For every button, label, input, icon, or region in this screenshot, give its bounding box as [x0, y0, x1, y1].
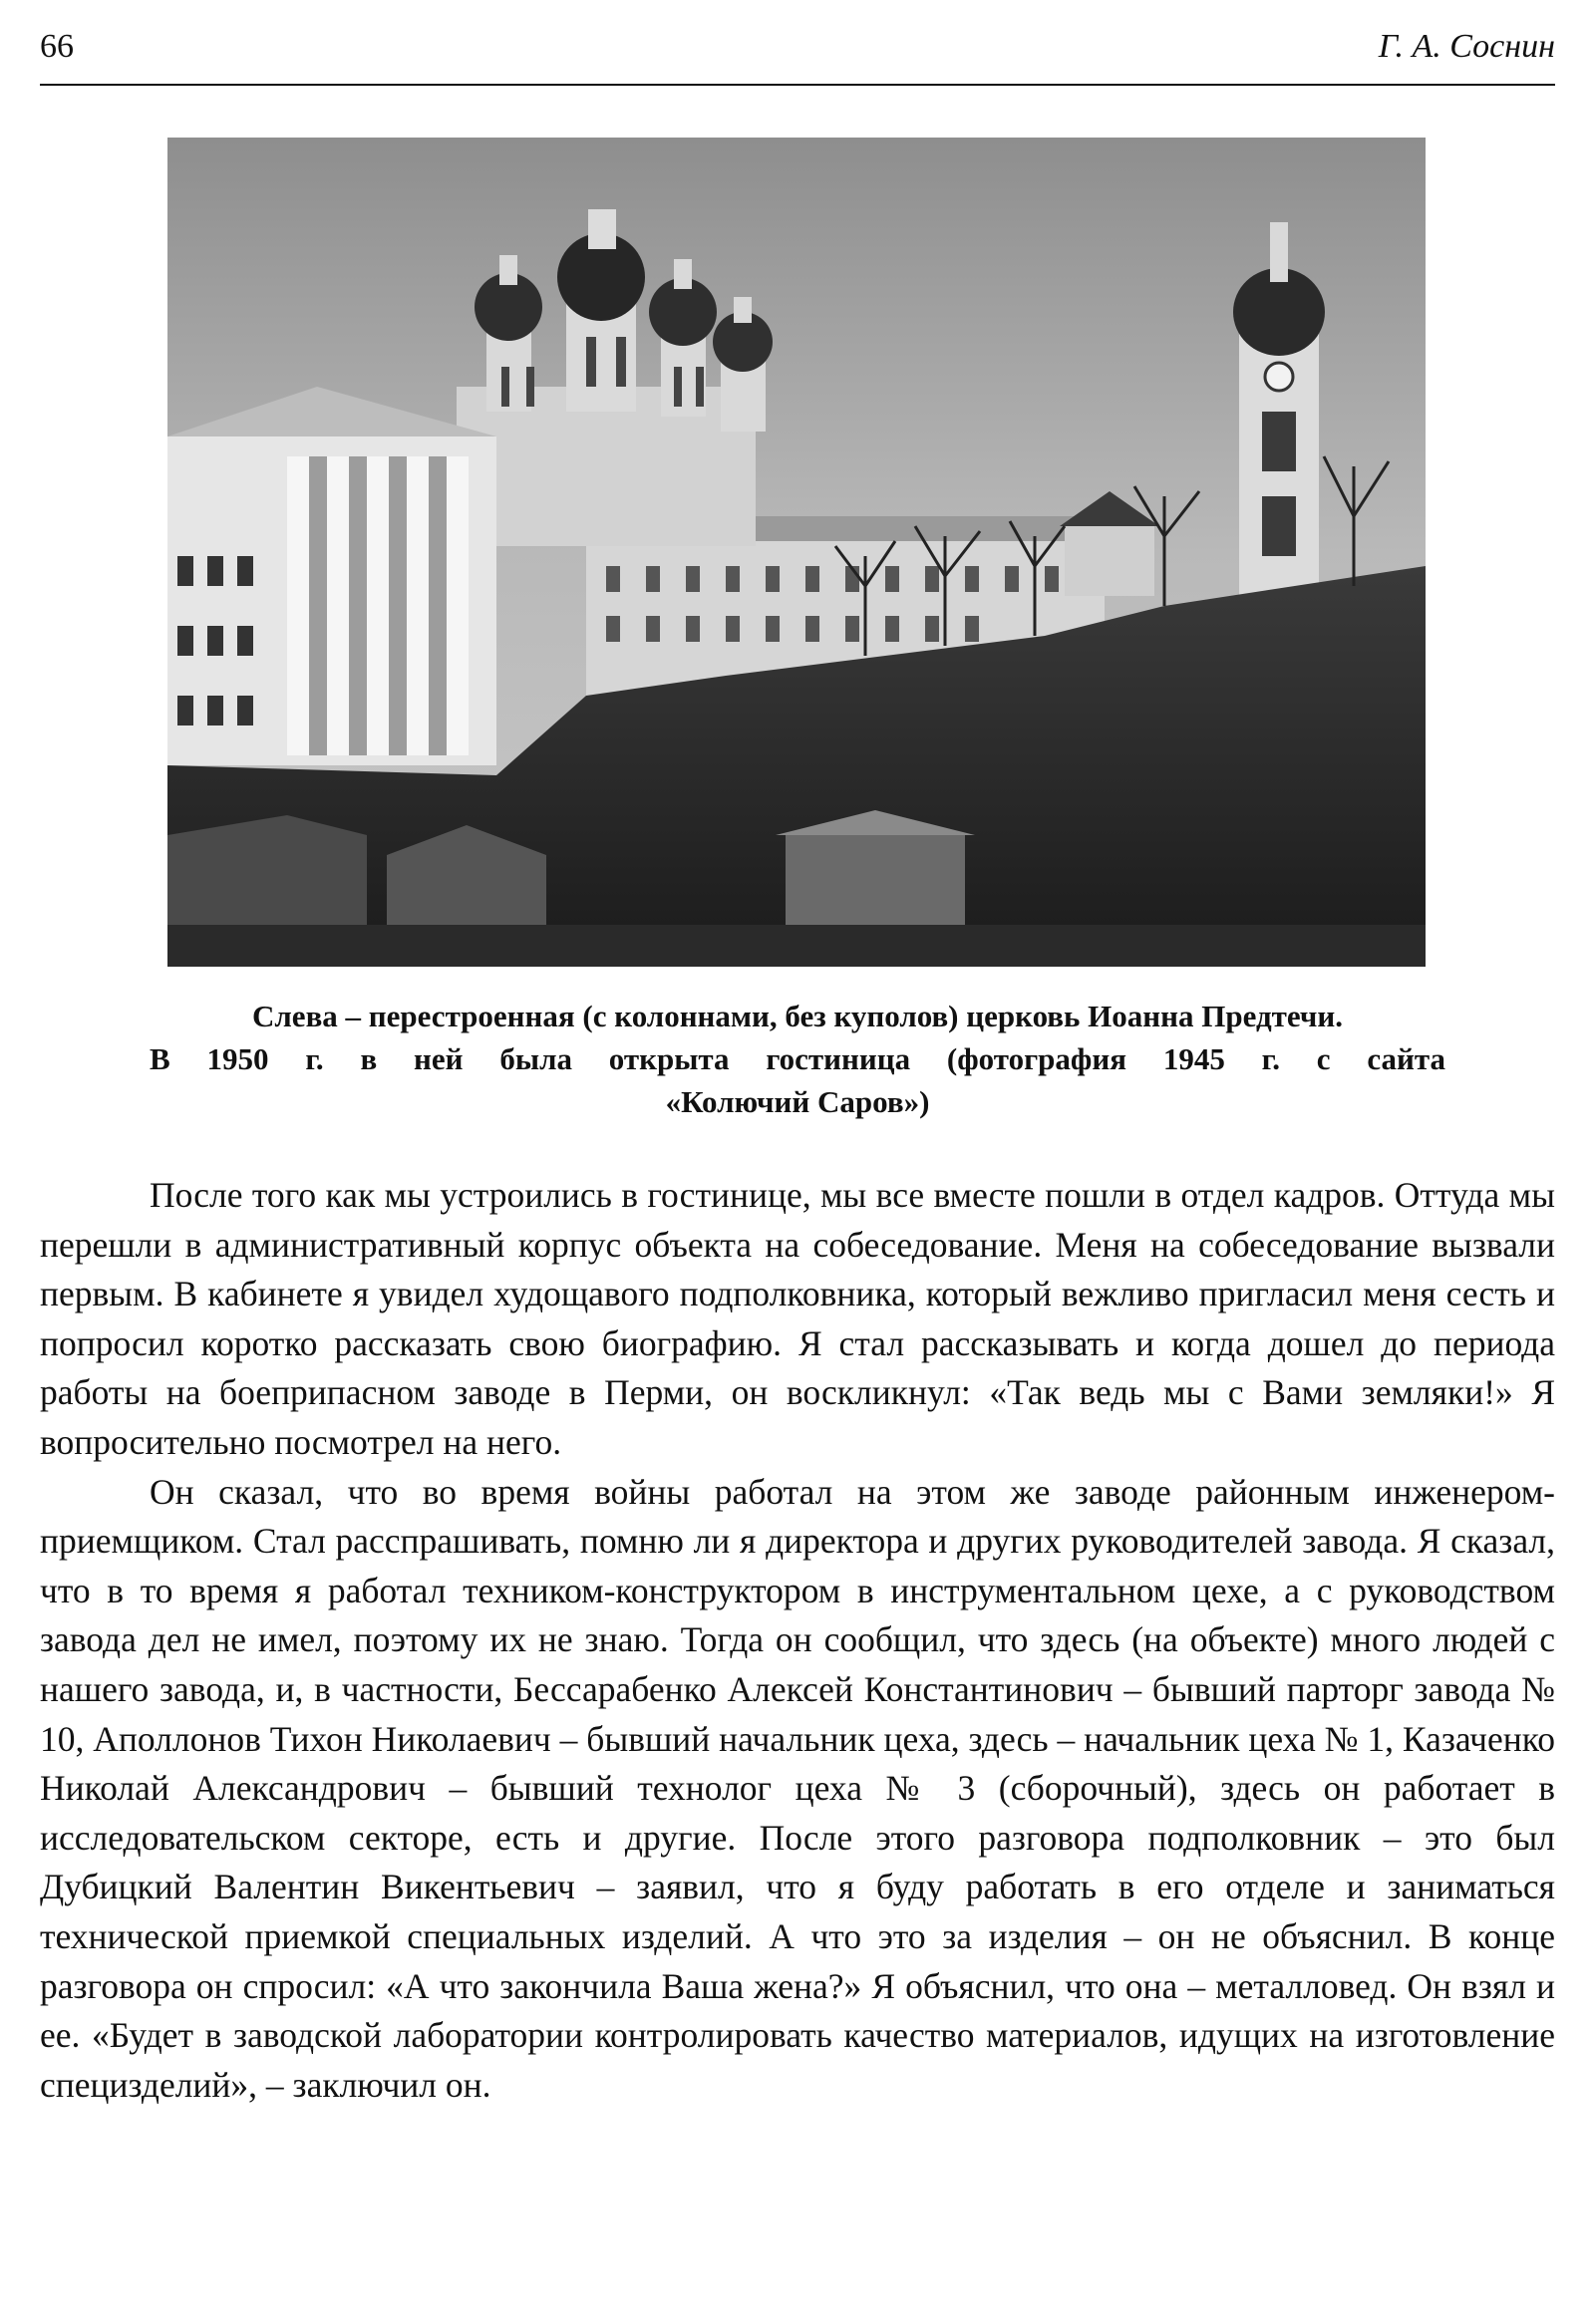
caption-line: «Колючий Саров»): [665, 1084, 930, 1119]
paragraph: После того как мы устроились в гостинице, мы все вместе пошли в отдел кадров. Оттуда мы перешли в административный корпус объекта на собеседование. Меня на собеседование вызвали первым. В кабинете я увидел худощавого подполковника, который вежливо пригласил меня сесть и попросил коротко рассказать свою биографию. Я стал рассказывать и когда дошел до периода работы на боеприпасном заводе в Перми, он воскликнул: «Так ведь мы с Вами земляки!» Я вопросительно посмотрел на него.: [40, 1175, 1555, 1462]
body-text: [40, 1171, 1555, 2110]
figure-caption: [150, 995, 1445, 1123]
photo-illustration: [167, 138, 1426, 967]
page-header: [40, 28, 1555, 84]
page-number: 66: [40, 28, 74, 65]
running-title-author: Г. А. Соснин: [1378, 28, 1555, 65]
caption-line: Слева – перестроенная (с колоннами, без куполов) церковь Иоанна Предтечи.: [252, 999, 1343, 1033]
caption-line: В 1950 г. в ней была открыта гостиница (фотография 1945 г. с сайта: [150, 1041, 1445, 1076]
paragraph: Он сказал, что во время войны работал на этом же заводе районным инженером-приемщиком. Стал расспрашивать, помню ли я директора и других руководителей завода. Я сказал, что в то время я работал техником-конструктором в инструментальном цехе, а с руководством завода дел не имел, поэтому их не знаю. Тогда он сообщил, что здесь (на объекте) много людей с нашего завода, и, в частности, Бессарабенко Алексей Константинович – бывший парторг завода № 10, Аполлонов Тихон Николаевич – бывший начальник цеха, здесь – начальник цеха № 1, Казаченко Николай Александрович – бывший технолог цеха № 3 (сборочный), здесь он работает в исследовательском секторе, есть и другие. После этого разговора подполковник – это был Дубицкий Валентин Викентьевич – заявил, что я буду работать в его отделе и заниматься технической приемкой специальных изделий. А что это за изделия – он не объяснил. В конце разговора он спросил: «А что закончила Ваша жена?» Я объяснил, что она – металловед. Он взял и ее. «Будет в заводской лаборатории контролировать качество материалов, идущих на изготовление специзделий», – заключил он.: [40, 1471, 1555, 2105]
historical-photograph: [167, 138, 1426, 967]
header-rule: [40, 84, 1555, 86]
